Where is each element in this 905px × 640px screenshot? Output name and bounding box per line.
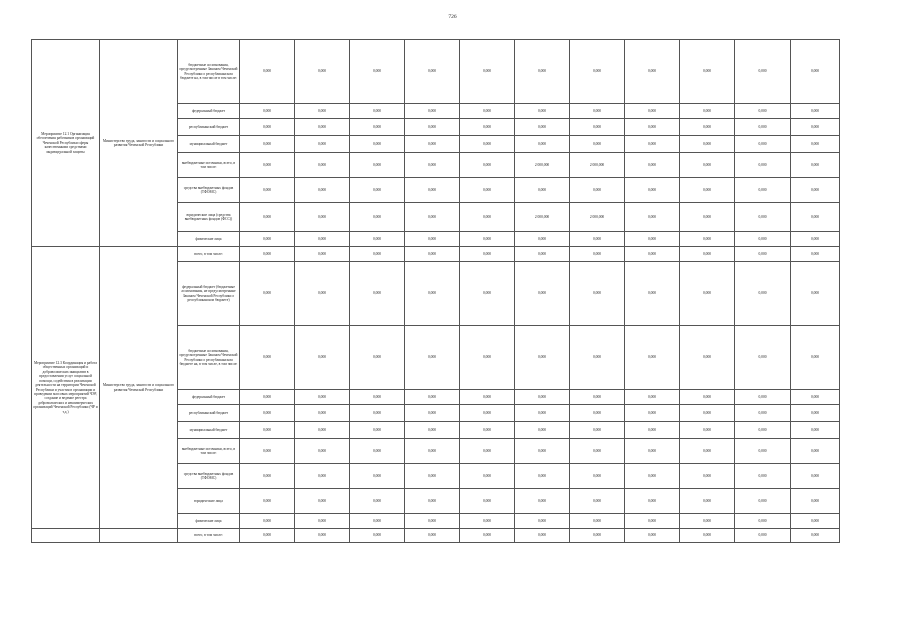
value-cell: 0,000 xyxy=(680,514,735,529)
value-cell: 2 000,000 xyxy=(570,203,625,232)
value-cell: 0,000 xyxy=(460,405,515,422)
value-cell: 0,000 xyxy=(460,262,515,326)
funding-source-cell: федеральный бюджет xyxy=(178,104,240,119)
value-cell: 0,000 xyxy=(791,153,840,178)
value-cell: 0,000 xyxy=(791,405,840,422)
value-cell: 0,000 xyxy=(791,119,840,136)
value-cell: 0,000 xyxy=(460,136,515,153)
value-cell: 0,000 xyxy=(460,247,515,262)
value-cell: 0,000 xyxy=(405,529,460,543)
value-cell: 0,000 xyxy=(735,40,791,104)
funding-source-cell: муниципальный бюджет xyxy=(178,136,240,153)
value-cell: 0,000 xyxy=(240,153,295,178)
value-cell: 0,000 xyxy=(460,529,515,543)
value-cell: 0,000 xyxy=(240,40,295,104)
value-cell: 0,000 xyxy=(625,529,680,543)
value-cell: 0,000 xyxy=(405,247,460,262)
value-cell: 0,000 xyxy=(625,422,680,439)
page-number: 726 xyxy=(448,14,457,20)
value-cell: 0,000 xyxy=(791,439,840,464)
value-cell: 0,000 xyxy=(240,136,295,153)
value-cell: 0,000 xyxy=(240,178,295,203)
value-cell: 0,000 xyxy=(570,119,625,136)
value-cell: 0,000 xyxy=(295,405,350,422)
value-cell: 0,000 xyxy=(350,262,405,326)
value-cell: 0,000 xyxy=(791,178,840,203)
value-cell: 0,000 xyxy=(515,514,570,529)
value-cell: 0,000 xyxy=(460,326,515,390)
value-cell: 0,000 xyxy=(570,326,625,390)
value-cell: 0,000 xyxy=(350,529,405,543)
value-cell: 0,000 xyxy=(680,136,735,153)
value-cell: 0,000 xyxy=(405,439,460,464)
value-cell: 0,000 xyxy=(515,326,570,390)
value-cell: 0,000 xyxy=(460,439,515,464)
value-cell: 0,000 xyxy=(240,326,295,390)
value-cell: 0,000 xyxy=(625,514,680,529)
value-cell: 0,000 xyxy=(515,136,570,153)
value-cell: 0,000 xyxy=(791,422,840,439)
value-cell: 0,000 xyxy=(405,489,460,514)
value-cell: 0,000 xyxy=(735,464,791,489)
value-cell: 0,000 xyxy=(350,489,405,514)
financing-table xyxy=(31,39,840,543)
value-cell: 0,000 xyxy=(295,529,350,543)
value-cell: 0,000 xyxy=(350,464,405,489)
value-cell: 0,000 xyxy=(240,439,295,464)
value-cell: 0,000 xyxy=(515,422,570,439)
activity-cell: Мероприятие 12.1 Организация обеспечения работников организаций Чеченской Республики сферы качественными средствами индивидуальной защиты xyxy=(32,40,100,247)
funding-source-cell: средства внебюджетных фондов (ТФОМС) xyxy=(178,464,240,489)
value-cell: 0,000 xyxy=(295,153,350,178)
value-cell: 2 000,000 xyxy=(570,153,625,178)
value-cell: 0,000 xyxy=(791,40,840,104)
value-cell: 0,000 xyxy=(791,529,840,543)
executor-cell xyxy=(100,529,178,543)
activity-cell xyxy=(32,529,100,543)
funding-source-cell: бюджетные ассигнования, предусмотренные Законом Чеченской Республики о республиканском бюджете на, в том числе, в том числе: xyxy=(178,326,240,390)
value-cell: 0,000 xyxy=(405,178,460,203)
funding-source-cell: федеральный бюджет xyxy=(178,390,240,405)
value-cell: 0,000 xyxy=(570,464,625,489)
value-cell: 0,000 xyxy=(295,40,350,104)
value-cell: 0,000 xyxy=(350,232,405,247)
value-cell: 0,000 xyxy=(350,390,405,405)
value-cell: 0,000 xyxy=(240,405,295,422)
value-cell: 0,000 xyxy=(460,104,515,119)
value-cell: 0,000 xyxy=(791,326,840,390)
value-cell: 0,000 xyxy=(240,464,295,489)
value-cell: 0,000 xyxy=(625,390,680,405)
value-cell: 0,000 xyxy=(240,247,295,262)
value-cell: 0,000 xyxy=(791,390,840,405)
value-cell: 0,000 xyxy=(680,203,735,232)
value-cell: 0,000 xyxy=(791,232,840,247)
value-cell: 0,000 xyxy=(405,514,460,529)
value-cell: 0,000 xyxy=(735,247,791,262)
value-cell: 0,000 xyxy=(791,464,840,489)
value-cell: 2 000,000 xyxy=(515,203,570,232)
value-cell: 0,000 xyxy=(515,489,570,514)
value-cell: 0,000 xyxy=(680,178,735,203)
value-cell: 0,000 xyxy=(625,104,680,119)
table-row xyxy=(32,529,840,543)
value-cell: 0,000 xyxy=(680,439,735,464)
value-cell: 0,000 xyxy=(680,153,735,178)
value-cell: 0,000 xyxy=(735,439,791,464)
value-cell: 0,000 xyxy=(680,390,735,405)
value-cell: 0,000 xyxy=(570,247,625,262)
value-cell: 0,000 xyxy=(515,104,570,119)
value-cell: 0,000 xyxy=(625,40,680,104)
value-cell: 0,000 xyxy=(295,326,350,390)
value-cell: 0,000 xyxy=(350,40,405,104)
value-cell: 0,000 xyxy=(460,153,515,178)
value-cell: 0,000 xyxy=(625,153,680,178)
value-cell: 0,000 xyxy=(350,136,405,153)
value-cell: 0,000 xyxy=(405,203,460,232)
funding-source-cell: всего, в том числе: xyxy=(178,247,240,262)
value-cell: 0,000 xyxy=(570,489,625,514)
value-cell: 0,000 xyxy=(735,153,791,178)
value-cell: 0,000 xyxy=(295,178,350,203)
value-cell: 0,000 xyxy=(405,232,460,247)
value-cell: 0,000 xyxy=(240,262,295,326)
value-cell: 0,000 xyxy=(295,136,350,153)
value-cell: 0,000 xyxy=(570,136,625,153)
value-cell: 0,000 xyxy=(625,136,680,153)
value-cell: 0,000 xyxy=(791,136,840,153)
value-cell: 0,000 xyxy=(460,119,515,136)
value-cell: 0,000 xyxy=(295,390,350,405)
value-cell: 0,000 xyxy=(735,514,791,529)
value-cell: 0,000 xyxy=(735,390,791,405)
value-cell: 0,000 xyxy=(460,422,515,439)
value-cell: 0,000 xyxy=(240,119,295,136)
value-cell: 0,000 xyxy=(460,203,515,232)
value-cell: 0,000 xyxy=(350,326,405,390)
value-cell: 0,000 xyxy=(295,262,350,326)
value-cell: 0,000 xyxy=(515,119,570,136)
value-cell: 0,000 xyxy=(625,178,680,203)
value-cell: 0,000 xyxy=(295,422,350,439)
funding-source-cell: всего, в том числе: xyxy=(178,529,240,543)
value-cell: 0,000 xyxy=(570,40,625,104)
value-cell: 0,000 xyxy=(405,326,460,390)
value-cell: 0,000 xyxy=(680,326,735,390)
value-cell: 0,000 xyxy=(350,203,405,232)
value-cell: 0,000 xyxy=(515,439,570,464)
value-cell: 0,000 xyxy=(350,178,405,203)
value-cell: 0,000 xyxy=(405,136,460,153)
executor-cell: Министерство труда, занятости и социального развития Чеченской Республики xyxy=(100,247,178,529)
value-cell: 0,000 xyxy=(680,232,735,247)
value-cell: 0,000 xyxy=(791,489,840,514)
value-cell: 0,000 xyxy=(350,422,405,439)
table-row xyxy=(32,40,840,104)
value-cell: 0,000 xyxy=(680,262,735,326)
value-cell: 0,000 xyxy=(405,464,460,489)
value-cell: 0,000 xyxy=(515,405,570,422)
value-cell: 0,000 xyxy=(735,326,791,390)
value-cell: 0,000 xyxy=(405,262,460,326)
value-cell: 0,000 xyxy=(735,262,791,326)
funding-source-cell: юридические лица (средства внебюджетных фондов (ФСС)) xyxy=(178,203,240,232)
funding-source-cell: бюджетные ассигнования, предусмотренные Законом Чеченской Республики о республиканском бюджете на, в том числе в том числе: xyxy=(178,40,240,104)
value-cell: 0,000 xyxy=(405,104,460,119)
value-cell: 0,000 xyxy=(625,439,680,464)
value-cell: 0,000 xyxy=(405,40,460,104)
table-row xyxy=(32,247,840,262)
value-cell: 0,000 xyxy=(680,104,735,119)
value-cell: 0,000 xyxy=(295,439,350,464)
value-cell: 0,000 xyxy=(791,262,840,326)
value-cell: 0,000 xyxy=(625,405,680,422)
funding-source-cell: юридические лица xyxy=(178,489,240,514)
value-cell: 0,000 xyxy=(240,489,295,514)
value-cell: 0,000 xyxy=(680,464,735,489)
value-cell: 0,000 xyxy=(791,104,840,119)
funding-source-cell: физические лица xyxy=(178,514,240,529)
value-cell: 0,000 xyxy=(625,326,680,390)
value-cell: 0,000 xyxy=(295,514,350,529)
value-cell: 0,000 xyxy=(735,405,791,422)
value-cell: 0,000 xyxy=(570,262,625,326)
value-cell: 0,000 xyxy=(350,153,405,178)
funding-source-cell: средства внебюджетных фондов (ТФОМС) xyxy=(178,178,240,203)
value-cell: 0,000 xyxy=(735,119,791,136)
value-cell: 0,000 xyxy=(460,489,515,514)
value-cell: 0,000 xyxy=(460,464,515,489)
value-cell: 0,000 xyxy=(460,232,515,247)
value-cell: 0,000 xyxy=(680,422,735,439)
value-cell: 0,000 xyxy=(295,119,350,136)
value-cell: 0,000 xyxy=(295,464,350,489)
value-cell: 0,000 xyxy=(570,104,625,119)
value-cell: 0,000 xyxy=(570,439,625,464)
value-cell: 0,000 xyxy=(515,529,570,543)
value-cell: 0,000 xyxy=(735,232,791,247)
value-cell: 0,000 xyxy=(460,178,515,203)
funding-source-cell: муниципальный бюджет xyxy=(178,422,240,439)
funding-source-cell: внебюджетные источники, всего, в том числе: xyxy=(178,439,240,464)
value-cell: 0,000 xyxy=(735,136,791,153)
value-cell: 0,000 xyxy=(680,119,735,136)
value-cell: 0,000 xyxy=(405,390,460,405)
value-cell: 0,000 xyxy=(240,514,295,529)
value-cell: 0,000 xyxy=(240,104,295,119)
value-cell: 0,000 xyxy=(515,178,570,203)
value-cell: 2 000,000 xyxy=(515,153,570,178)
value-cell: 0,000 xyxy=(405,405,460,422)
value-cell: 0,000 xyxy=(405,422,460,439)
value-cell: 0,000 xyxy=(735,178,791,203)
value-cell: 0,000 xyxy=(570,422,625,439)
value-cell: 0,000 xyxy=(295,489,350,514)
value-cell: 0,000 xyxy=(350,514,405,529)
value-cell: 0,000 xyxy=(570,529,625,543)
value-cell: 0,000 xyxy=(625,262,680,326)
value-cell: 0,000 xyxy=(735,203,791,232)
value-cell: 0,000 xyxy=(240,232,295,247)
value-cell: 0,000 xyxy=(405,119,460,136)
value-cell: 0,000 xyxy=(570,405,625,422)
funding-source-cell: внебюджетные источники, всего, в том числе: xyxy=(178,153,240,178)
value-cell: 0,000 xyxy=(350,405,405,422)
value-cell: 0,000 xyxy=(405,153,460,178)
value-cell: 0,000 xyxy=(791,247,840,262)
value-cell: 0,000 xyxy=(570,514,625,529)
value-cell: 0,000 xyxy=(240,203,295,232)
value-cell: 0,000 xyxy=(680,489,735,514)
value-cell: 0,000 xyxy=(350,439,405,464)
value-cell: 0,000 xyxy=(295,104,350,119)
value-cell: 0,000 xyxy=(680,529,735,543)
value-cell: 0,000 xyxy=(350,247,405,262)
value-cell: 0,000 xyxy=(570,232,625,247)
value-cell: 0,000 xyxy=(515,40,570,104)
value-cell: 0,000 xyxy=(680,247,735,262)
activity-cell: Мероприятие 12.3 Координация и работа общественных организаций и добровольческих инициатив в предоставлении услуг социальной помощи, содействия в реализации деятельности на территории Чеченской Республики и участия в организации и проведении массовых мероприятий ЧЭР, создание и ведение реестра добровольческих и некоммерческих организаций Чеченской Республики (ЧР и т.д.) xyxy=(32,247,100,529)
value-cell: 0,000 xyxy=(791,514,840,529)
executor-cell: Министерство труда, занятости и социального развития Чеченской Республики xyxy=(100,40,178,247)
value-cell: 0,000 xyxy=(350,119,405,136)
value-cell: 0,000 xyxy=(625,232,680,247)
funding-source-cell: физические лица xyxy=(178,232,240,247)
value-cell: 0,000 xyxy=(625,489,680,514)
value-cell: 0,000 xyxy=(735,529,791,543)
value-cell: 0,000 xyxy=(350,104,405,119)
value-cell: 0,000 xyxy=(295,247,350,262)
value-cell: 0,000 xyxy=(791,203,840,232)
funding-source-cell: республиканский бюджет xyxy=(178,405,240,422)
value-cell: 0,000 xyxy=(460,390,515,405)
funding-source-cell: республиканский бюджет xyxy=(178,119,240,136)
value-cell: 0,000 xyxy=(625,247,680,262)
value-cell: 0,000 xyxy=(515,464,570,489)
value-cell: 0,000 xyxy=(625,119,680,136)
value-cell: 0,000 xyxy=(460,40,515,104)
value-cell: 0,000 xyxy=(515,262,570,326)
value-cell: 0,000 xyxy=(295,203,350,232)
value-cell: 0,000 xyxy=(295,232,350,247)
value-cell: 0,000 xyxy=(735,422,791,439)
value-cell: 0,000 xyxy=(735,489,791,514)
value-cell: 0,000 xyxy=(625,464,680,489)
value-cell: 0,000 xyxy=(625,203,680,232)
value-cell: 0,000 xyxy=(240,390,295,405)
value-cell: 0,000 xyxy=(515,232,570,247)
value-cell: 0,000 xyxy=(570,178,625,203)
value-cell: 0,000 xyxy=(680,40,735,104)
value-cell: 0,000 xyxy=(735,104,791,119)
value-cell: 0,000 xyxy=(515,247,570,262)
value-cell: 0,000 xyxy=(570,390,625,405)
value-cell: 0,000 xyxy=(515,390,570,405)
value-cell: 0,000 xyxy=(240,529,295,543)
value-cell: 0,000 xyxy=(460,514,515,529)
value-cell: 0,000 xyxy=(680,405,735,422)
value-cell: 0,000 xyxy=(240,422,295,439)
funding-source-cell: федеральный бюджет (бюджетные ассигнования, не предусмотренные Законом Чеченской Республики о республиканском бюджете) xyxy=(178,262,240,326)
